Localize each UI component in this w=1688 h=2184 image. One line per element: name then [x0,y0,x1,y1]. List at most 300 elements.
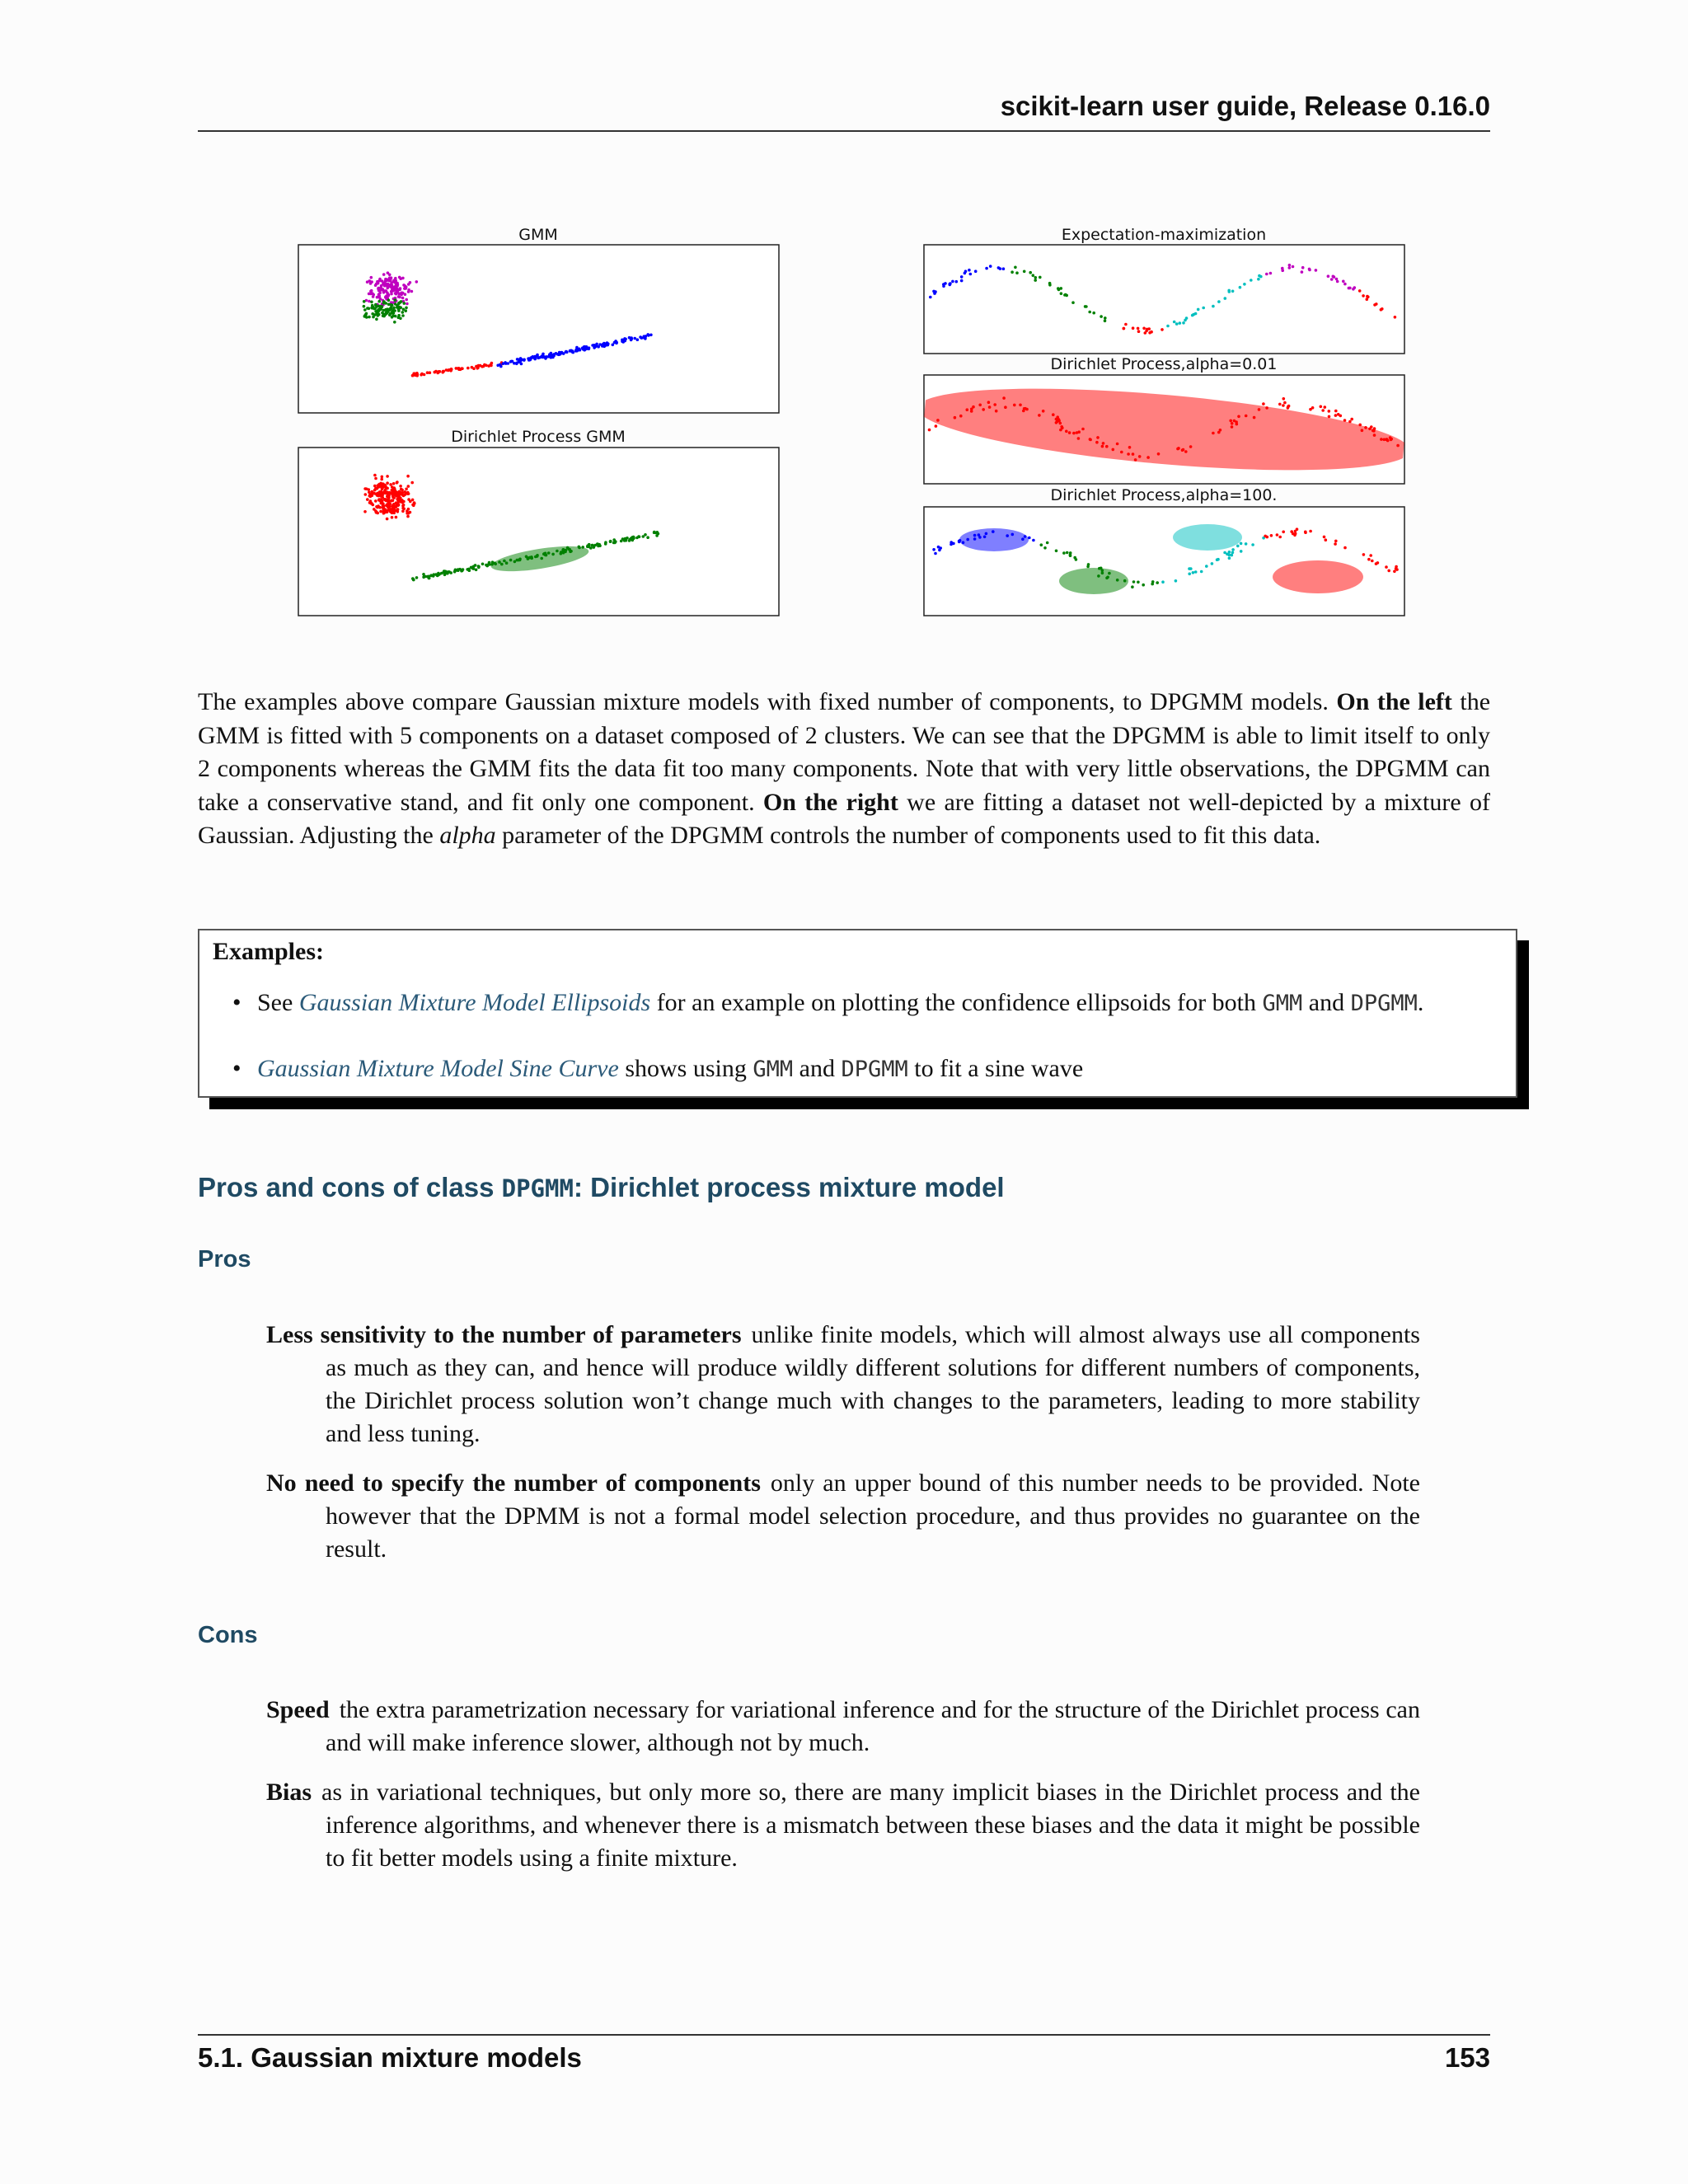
scatter-point [1097,574,1100,578]
scatter-point [1059,422,1062,425]
scatter-point [1217,558,1220,561]
scatter-point [1396,444,1400,448]
scatter-point [1077,437,1081,440]
scatter-point [381,485,384,488]
header-rule [198,130,1490,132]
scatter-point [1240,542,1243,546]
scatter-point [1358,289,1362,293]
scatter-point [442,370,445,373]
scatter-point [575,346,579,349]
scatter-point [467,367,470,370]
scatter-point [992,530,995,533]
scatter-point [384,488,387,491]
scatter-point [959,415,963,418]
scatter-point [1055,550,1058,553]
scatter-point [1150,330,1153,334]
scatter-point [1200,570,1203,574]
scatter-point [1217,300,1221,303]
panel-title-em: Expectation-maximization [1061,226,1267,244]
scatter-point [1390,438,1393,441]
scatter-point [407,485,410,488]
scatter-point [410,290,414,293]
scatter-point [402,508,406,511]
scatter-point [1385,565,1388,569]
pros-heading: Pros [198,1246,251,1272]
scatter-point [485,364,488,368]
scatter-point [472,367,476,370]
scatter-point [1362,553,1366,556]
scatter-point [379,510,382,513]
scatter-point [942,284,945,288]
scatter-point [476,366,480,369]
scatter-point [486,564,490,567]
scatter-point [989,265,992,268]
scatter-point [1217,431,1221,434]
scatter-point [1156,581,1159,584]
scatter-point [1071,301,1075,304]
scatter-point [1301,266,1305,269]
scatter-point [399,497,402,500]
scatter-point [509,559,513,562]
scatter-point [1229,419,1232,423]
scatter-point [513,362,516,365]
scatter-point [1245,415,1248,418]
scatter-point [382,506,385,509]
scatter-point [377,505,380,509]
scatter-point [581,546,584,549]
scatter-point [1290,530,1293,533]
scatter-point [1348,420,1352,424]
scatter-point [392,494,395,498]
scatter-point [1265,273,1268,276]
scatter-point [503,560,506,563]
scatter-point [944,282,947,285]
scatter-point [396,510,400,513]
scatter-point [1184,319,1187,322]
panel-dpgmm [298,428,779,616]
scatter-point [1116,443,1119,446]
scatter-point [1253,416,1256,419]
scatter-point [1380,438,1383,441]
scatter-point [470,566,473,569]
scatter-point [505,561,509,565]
scatter-point [612,538,616,541]
scatter-point [1324,405,1327,409]
scatter-point [1127,452,1130,456]
scatter-point [602,343,605,346]
scatter-point [373,307,377,311]
footer-rule [198,2034,1490,2036]
scatter-point [1320,405,1323,409]
scatter-point [389,483,392,486]
scatter-point [490,364,493,368]
scatter-point [406,512,409,515]
scatter-point [423,373,426,377]
scatter-point [1245,542,1248,546]
scatter-point [1142,583,1145,587]
scatter-point [516,559,519,562]
scatter-point [400,488,403,491]
scatter-point [1104,316,1107,320]
scatter-point [995,410,998,413]
scatter-point [1197,308,1200,312]
scatter-point [396,481,399,485]
scatter-point [1137,581,1140,584]
scatter-point [636,338,640,341]
scatter-point [498,560,501,564]
scatter-point [1182,321,1185,325]
scatter-point [382,503,385,506]
scatter-point [398,276,401,279]
scatter-point [390,293,393,296]
scatter-point [1179,321,1182,325]
scatter-point [530,356,533,359]
scatter-point [1231,290,1235,293]
scatter-point [1358,424,1362,427]
scatter-point [379,307,382,311]
scatter-point [392,307,396,310]
scatter-point [1089,438,1092,442]
scatter-point [928,429,931,432]
scatter-point [447,570,450,574]
scatter-point [1063,293,1067,297]
scatter-point [1287,405,1290,409]
panel-dp-alpha-small [914,355,1413,485]
scatter-point [388,285,392,288]
scatter-point [638,536,641,539]
scatter-point [1339,415,1343,418]
cons-item-2: Bias as in variational techniques, but only more so, there are many implicit biases in the Dirichlet process and the inference algorithms, and whenever there is a mismatch between these biases and the data it might be possible to fit better models using a finite mixture. [266,1779,1420,1872]
scatter-point [533,355,537,359]
scatter-point [405,307,408,310]
panel-frame-em [924,245,1404,354]
panel-gmm [298,226,779,413]
scatter-point [373,508,376,511]
scatter-point [381,496,384,499]
scatter-point [384,289,387,293]
scatter-point [500,563,504,566]
scatter-point [494,563,497,566]
scatter-point [988,405,992,409]
scatter-point [588,543,591,546]
scatter-point [978,404,982,407]
scatter-point [1328,415,1331,419]
scatter-point [368,279,372,283]
scatter-point [397,504,401,507]
scatter-point [642,535,645,538]
scatter-point [409,511,412,514]
scatter-point [1270,534,1273,537]
scatter-point [386,518,389,521]
scatter-point [593,346,596,349]
panel-em [924,226,1404,354]
scatter-point [393,489,396,492]
scatter-point [396,304,399,307]
cons-item-1: Speed the extra parametrization necessary for variational inference and for the structure of the Dirichlet process can and will make inference slower, although not by much. [266,1696,1420,1756]
scatter-point [1353,286,1357,289]
scatter-point [567,548,570,551]
panel-frame-dpgmm [298,448,779,616]
scatter-point [1105,445,1109,448]
scatter-point [388,313,392,316]
scatter-point [1333,275,1336,279]
scatter-point [598,544,602,547]
scatter-point [1081,428,1085,431]
scatter-point [1262,402,1265,405]
scatter-point [397,309,401,312]
scatter-point [1101,572,1104,575]
scatter-point [1236,545,1240,548]
scatter-point [1240,550,1243,553]
scatter-point [1334,410,1338,413]
scatter-point [1024,535,1027,538]
scatter-point [1062,551,1066,555]
scatter-point [982,408,985,411]
scatter-point [1068,431,1071,434]
scatter-point [371,312,374,316]
scatter-point [388,274,392,277]
scatter-point [1334,540,1338,543]
scatter-point [1237,415,1240,419]
scatter-point [378,499,382,503]
scatter-point [1325,538,1328,541]
scatter-point [1131,585,1134,588]
page-number: 153 [1444,2042,1490,2073]
pros-item-1: Less sensitivity to the number of parameters unlike finite models, which will almost always use all components as much as they can, and hence will produce wildly different solutions for different numbers of components, the Dirichlet process solution won’t change much with changes to the parameters, leading to more stability and less tuning. [266,1321,1420,1447]
scatter-point [1231,548,1235,551]
scatter-point [1024,407,1027,410]
scatter-point [373,489,377,492]
scatter-point [477,566,481,569]
scatter-point [1362,294,1365,298]
scatter-point [1211,562,1214,565]
scatter-point [551,354,554,357]
running-header: scikit-learn user guide, Release 0.16.0 [1000,91,1490,121]
scatter-point [565,350,568,354]
scatter-point [985,267,988,270]
scatter-point [1061,426,1064,429]
scatter-point [1046,541,1049,545]
scatter-point [542,353,545,356]
scatter-point [502,362,505,365]
scatter-point [613,541,617,545]
scatter-point [1281,267,1284,270]
scatter-point [964,272,967,275]
scatter-point [420,373,423,377]
scatter-point [1021,537,1025,541]
scatter-point [382,314,385,317]
scatter-point [1375,562,1378,565]
scatter-point [1231,425,1234,429]
scatter-point [1202,307,1205,310]
scatter-point [1100,315,1103,318]
scatter-point [973,534,977,537]
panel-title-dp-small: Dirichlet Process,alpha=0.01 [1050,355,1278,373]
scatter-point [609,540,612,543]
scatter-point [1034,279,1037,282]
scatter-point [1371,560,1374,563]
scatter-point [377,494,380,498]
panel-title-dp-large: Dirichlet Process,alpha=100. [1050,486,1278,504]
scatter-point [372,316,375,319]
scatter-point [402,308,406,312]
scatter-point [983,536,987,539]
scatter-point [1069,551,1072,555]
scatter-point [443,573,447,576]
scatter-point [457,368,461,371]
scatter-point [969,273,973,276]
scatter-point [1395,565,1398,569]
scatter-point [1343,546,1347,550]
scatter-point [1223,551,1226,555]
scatter-point [1348,287,1352,290]
scatter-point [1372,429,1376,433]
scatter-point [1327,274,1330,278]
scatter-point [1188,573,1191,576]
scatter-point [1092,312,1095,315]
scatter-point [1160,328,1164,331]
scatter-point [978,533,981,537]
scatter-point [1278,536,1282,539]
scatter-point [1250,279,1253,282]
scatter-point [410,481,414,485]
scatter-point [1301,270,1304,274]
scatter-point [366,498,369,501]
scatter-point [1146,456,1150,459]
scatter-point [1120,451,1123,454]
scatter-point [657,532,660,536]
scatter-point [1192,313,1195,316]
figure-panels [293,218,1414,630]
scatter-point [386,475,389,478]
scatter-point [481,563,485,566]
scatter-point [1057,288,1061,292]
scatter-point [1042,410,1045,413]
scatter-point [630,338,633,341]
scatter-point [1095,441,1099,444]
scatter-point [1104,320,1107,323]
scatter-point [960,275,964,279]
scatter-point [385,312,388,315]
scatter-point [411,577,415,580]
scatter-point [1189,445,1193,448]
scatter-point [384,308,387,312]
scatter-point [1013,404,1016,407]
scatter-point [368,491,371,494]
examples-item-1: • See Gaussian Mixture Model Ellipsoids for an example on plotting the confidence ellipsoids for both GMM and DPGMM. [257,987,1493,1020]
scatter-point [646,536,649,539]
scatter-point [411,504,415,507]
scatter-point [1212,432,1215,435]
scatter-point [564,549,567,552]
scatter-point [369,290,373,293]
scatter-point [382,302,386,305]
scatter-point [375,511,378,514]
scatter-point [392,315,395,318]
scatter-point [370,276,373,279]
scatter-point [951,280,954,284]
scatter-point [385,284,388,287]
scatter-point [1311,406,1315,410]
scatter-point [405,488,408,491]
scatter-point [390,499,393,503]
scatter-point [1161,580,1165,583]
scatter-point [1048,282,1052,285]
scatter-point [1096,436,1100,439]
scatter-point [955,280,959,284]
scatter-point [372,504,375,507]
scatter-point [363,308,367,312]
scatter-point [453,570,457,574]
scatter-point [966,538,969,541]
scatter-point [1323,536,1326,539]
scatter-point [1173,321,1176,324]
scatter-point [447,369,450,373]
scatter-point [1038,414,1041,417]
bullet: • [232,989,241,1016]
scatter-point [1055,421,1058,424]
scatter-point [987,401,991,404]
scatter-point [1321,409,1325,412]
scatter-point [647,334,650,337]
scatter-point [377,300,381,303]
scatter-point [1032,274,1035,277]
scatter-point [1034,276,1038,279]
scatter-point [1258,408,1261,411]
scatter-point [1073,556,1076,560]
scatter-point [1373,434,1376,437]
scatter-point [1060,292,1063,295]
scatter-point [1328,410,1331,413]
scatter-point [1231,422,1234,425]
scatter-point [386,481,389,485]
scatter-point [1010,270,1014,274]
scatter-point [1370,425,1373,429]
scatter-point [403,302,406,305]
scatter-point [374,303,377,307]
link-gmm-ellipsoids[interactable]: Gaussian Mixture Model Ellipsoids [298,989,651,1016]
scatter-point [1335,278,1339,281]
scatter-point [1231,551,1235,555]
scatter-point [1228,290,1231,293]
scatter-point [1228,556,1231,560]
scatter-point [1334,542,1337,546]
scatter-point [393,321,396,324]
scatter-point [1019,404,1022,407]
cons-heading: Cons [198,1622,258,1648]
scatter-point [540,355,543,359]
scatter-point [394,298,397,302]
scatter-point [1084,305,1087,308]
scatter-point [364,313,368,316]
scatter-point [1108,572,1111,575]
scatter-point [1387,569,1390,573]
scatter-point [1182,448,1185,452]
scatter-point [562,551,565,555]
scatter-point [1288,266,1292,269]
scatter-point [1364,426,1367,429]
scatter-point [1124,323,1128,326]
scatter-point [1309,530,1312,533]
scatter-point [593,546,596,549]
scatter-point [374,477,377,480]
scatter-point [999,267,1002,270]
scatter-point [958,541,961,544]
scatter-point [1002,267,1006,270]
scatter-point [1132,452,1135,456]
link-gmm-sine-curve[interactable]: Gaussian Mixture Model Sine Curve [257,1055,619,1082]
scatter-point [392,482,396,485]
